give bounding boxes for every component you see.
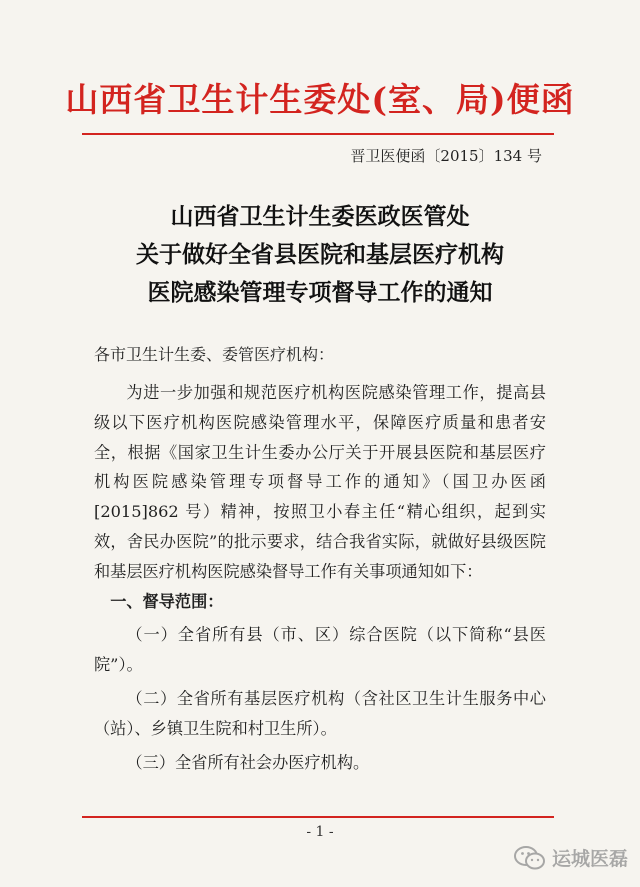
intro-paragraph: 为进一步加强和规范医疗机构医院感染管理工作，提高县级以下医疗机构医院感染管理水平，保障医疗质量和患者安全，根据《国家卫生计生委办公厅关于开展县医院和基层医疗机构医院感染管理专项督导工作的通知》（国卫办医函[2015]862 号）精神，按照卫小春主任“精心组织，起到实效，舍民办医院”的批示要求，结合我省实际，就做好县级医院和基层医疗机构医院感染督导工作有关事项通知如下：: [94, 383, 546, 581]
notice-body: [94, 378, 546, 777]
wechat-icon: [514, 845, 546, 871]
watermark-text: 运城医磊: [551, 848, 628, 870]
page-number: - 1 -: [306, 824, 334, 840]
watermark: [514, 844, 628, 871]
document-number: 晋卫医便函〔2015〕134 号: [350, 147, 542, 165]
letterhead-rule: [82, 133, 554, 135]
section-heading: 一、督导范围：: [110, 591, 224, 611]
scope-item: （三）全省所有社会办医疗机构。: [126, 752, 370, 772]
scope-item: （一）全省所有县（市、区）综合医院（以下简称“县医院”）。: [94, 625, 546, 675]
letterhead-title: 山西省卫生计生委处(室、局)便函: [65, 80, 575, 119]
salutation: 各市卫生计生委、委管医疗机构：: [94, 345, 335, 364]
scope-item: （二）全省所有基层医疗机构（含社区卫生计生服务中心（站）、乡镇卫生院和村卫生所）。: [94, 688, 546, 738]
notice-title-line: 山西省卫生计生委医政医管处: [170, 203, 470, 230]
notice-title-line: 关于做好全省县医院和基层医疗机构: [136, 241, 504, 268]
notice-title: [0, 198, 640, 312]
notice-title-line: 医院感染管理专项督导工作的通知: [147, 279, 493, 306]
footer-rule: [82, 816, 554, 818]
